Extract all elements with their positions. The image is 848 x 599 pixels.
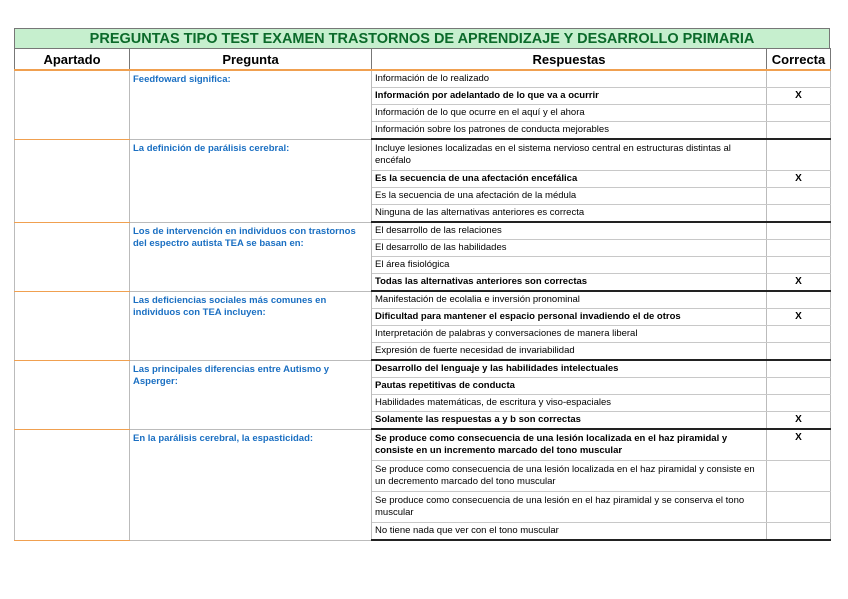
- correct-mark: [767, 240, 831, 257]
- correct-mark: X: [767, 171, 831, 188]
- question-text: La definición de parálisis cerebral:: [130, 139, 372, 222]
- correct-mark: [767, 378, 831, 395]
- answer-text: Es la secuencia de una afectación de la médula: [372, 188, 767, 205]
- answer-text: Solamente las respuestas a y b son correctas: [372, 412, 767, 430]
- sheet-title: PREGUNTAS TIPO TEST EXAMEN TRASTORNOS DE APRENDIZAJE Y DESARROLLO PRIMARIA: [14, 28, 830, 48]
- answer-text: Ninguna de las alternativas anteriores es correcta: [372, 205, 767, 223]
- questions-table: [14, 48, 831, 541]
- correct-mark: [767, 492, 831, 523]
- correct-mark: [767, 222, 831, 240]
- correct-mark: [767, 205, 831, 223]
- correct-mark: [767, 343, 831, 361]
- answer-text: Incluye lesiones localizadas en el sistema nervioso central en estructuras distintas al encéfalo: [372, 139, 767, 171]
- question-text: Las principales diferencias entre Autismo y Asperger:: [130, 360, 372, 429]
- answer-text: Desarrollo del lenguaje y las habilidades intelectuales: [372, 360, 767, 378]
- correct-mark: [767, 257, 831, 274]
- question-text: Los de intervención en individuos con trastornos del espectro autista TEA se basan en:: [130, 222, 372, 291]
- answer-text: El desarrollo de las habilidades: [372, 240, 767, 257]
- correct-mark: [767, 122, 831, 140]
- header-apartado: Apartado: [15, 49, 130, 71]
- question-text: Feedfoward significa:: [130, 70, 372, 139]
- answer-text: Interpretación de palabras y conversaciones de manera liberal: [372, 326, 767, 343]
- apartado-cell: [15, 70, 130, 139]
- answer-row: [15, 360, 831, 378]
- correct-mark: [767, 523, 831, 541]
- test-sheet: [14, 28, 830, 541]
- header-respuestas: Respuestas: [372, 49, 767, 71]
- answer-row: [15, 222, 831, 240]
- correct-mark: X: [767, 88, 831, 105]
- answer-text: Se produce como consecuencia de una lesión en el haz piramidal y se conserva el tono muscular: [372, 492, 767, 523]
- apartado-cell: [15, 139, 130, 222]
- correct-mark: [767, 461, 831, 492]
- answer-text: El área fisiológica: [372, 257, 767, 274]
- answer-text: Pautas repetitivas de conducta: [372, 378, 767, 395]
- answer-text: Información sobre los patrones de conducta mejorables: [372, 122, 767, 140]
- correct-mark: [767, 360, 831, 378]
- answer-text: Todas las alternativas anteriores son correctas: [372, 274, 767, 292]
- answer-row: [15, 291, 831, 309]
- correct-mark: X: [767, 412, 831, 430]
- correct-mark: [767, 326, 831, 343]
- answer-text: Se produce como consecuencia de una lesión localizada en el haz piramidal y consiste en un incremento marcado del tono muscular: [372, 429, 767, 461]
- answer-text: Información de lo realizado: [372, 70, 767, 88]
- answer-text: Habilidades matemáticas, de escritura y viso-espaciales: [372, 395, 767, 412]
- question-text: Las deficiencias sociales más comunes en individuos con TEA incluyen:: [130, 291, 372, 360]
- header-row: [15, 49, 831, 71]
- correct-mark: X: [767, 429, 831, 461]
- apartado-cell: [15, 360, 130, 429]
- apartado-cell: [15, 222, 130, 291]
- correct-mark: [767, 395, 831, 412]
- correct-mark: [767, 105, 831, 122]
- answer-text: Expresión de fuerte necesidad de invariabilidad: [372, 343, 767, 361]
- answer-text: Es la secuencia de una afectación encefálica: [372, 171, 767, 188]
- correct-mark: [767, 291, 831, 309]
- correct-mark: X: [767, 274, 831, 292]
- correct-mark: [767, 188, 831, 205]
- correct-mark: X: [767, 309, 831, 326]
- correct-mark: [767, 139, 831, 171]
- answer-text: El desarrollo de las relaciones: [372, 222, 767, 240]
- apartado-cell: [15, 291, 130, 360]
- answer-text: Información por adelantado de lo que va a ocurrir: [372, 88, 767, 105]
- apartado-cell: [15, 429, 130, 540]
- answer-text: Se produce como consecuencia de una lesión localizada en el haz piramidal y consiste en un decremento marcado del tono muscular: [372, 461, 767, 492]
- answer-text: No tiene nada que ver con el tono muscular: [372, 523, 767, 541]
- answer-row: [15, 70, 831, 88]
- answer-row: [15, 429, 831, 461]
- correct-mark: [767, 70, 831, 88]
- answer-text: Dificultad para mantener el espacio personal invadiendo el de otros: [372, 309, 767, 326]
- header-correcta: Correcta: [767, 49, 831, 71]
- answer-row: [15, 139, 831, 171]
- question-text: En la parálisis cerebral, la espasticidad:: [130, 429, 372, 540]
- answer-text: Información de lo que ocurre en el aquí y el ahora: [372, 105, 767, 122]
- header-pregunta: Pregunta: [130, 49, 372, 71]
- answer-text: Manifestación de ecolalia e inversión pronominal: [372, 291, 767, 309]
